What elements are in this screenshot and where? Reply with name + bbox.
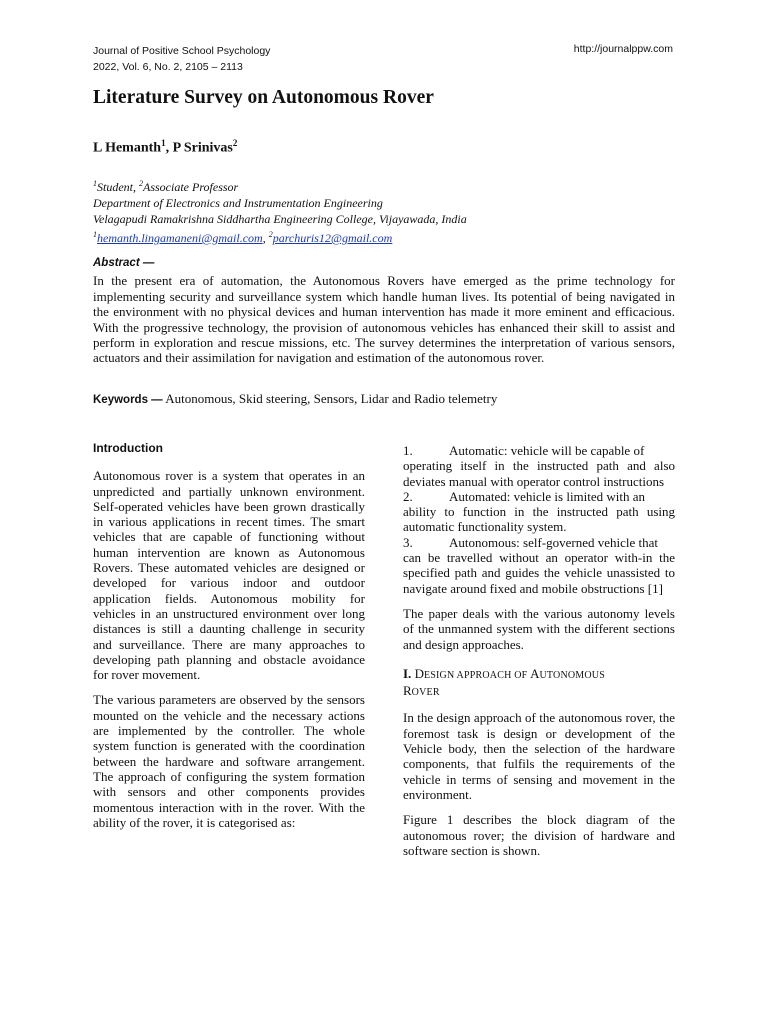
introduction-paragraph-2: The various parameters are observed by the sensors mounted on the vehicle and the necessary actions are implemented by the controller. The whole system function is generated with the coordination between the hardware and software arrangement. The approach of configuring the system formation with sensors and other components provides momentous interaction with in the rover. With the ability of the rover, it is categorised as:: [93, 692, 365, 830]
design-heading-over: OVER: [411, 687, 440, 699]
right-column: [403, 443, 675, 868]
list-item-first-line: Automated: vehicle is limited with an: [449, 488, 646, 504]
role-2: Associate Professor: [143, 180, 239, 194]
author-line: [93, 138, 237, 157]
design-heading-esign: ESIGN APPROACH OF: [423, 669, 531, 681]
author-2-sup: 2: [232, 138, 238, 148]
list-item-number: 2.: [403, 488, 413, 504]
journal-volume: 2022, Vol. 6, No. 2, 2105 – 2113: [93, 61, 243, 73]
role-2-sup: 2: [139, 179, 143, 188]
list-item-first-line: Autonomous: self-governed vehicle that: [449, 534, 659, 550]
department: Department of Electronics and Instrumentation Engineering: [93, 196, 383, 210]
paper-title: Literature Survey on Autonomous Rover: [93, 87, 434, 108]
design-paragraph-2: Figure 1 describes the block diagram of the autonomous rover; the division of hardware and software section is shown.: [403, 812, 675, 858]
list-item: [403, 489, 675, 535]
author-separator: ,: [165, 140, 173, 156]
design-heading-r: R: [403, 683, 412, 699]
author-1: L Hemanth: [93, 140, 162, 156]
design-heading-a: A: [530, 665, 540, 681]
category-list: [403, 443, 675, 596]
design-heading-number: I.: [403, 665, 415, 681]
role-1: Student,: [97, 180, 139, 194]
keywords: [93, 391, 675, 407]
email-2-link[interactable]: parchuris12@gmail.com: [272, 231, 393, 245]
list-item: [403, 443, 675, 489]
list-item: [403, 535, 675, 596]
abstract-text: In the present era of automation, the Autonomous Rovers have emerged as the prime technology for implementing security and surveillance system which handle human lives. Its potential of being navigated in the environment with no physical devices and human intervention has made it more eminent and efficacious. With the progressive technology, the provision of autonomous vehicles has enhanced their skill to assist and perform in exploration and rescue missions, etc. The survey determines the interpretation of various sensors, actuators and their assimilation for navigation and estimation of the autonomous rover.: [93, 273, 675, 366]
keywords-text: Autonomous, Skid steering, Sensors, Lidar and Radio telemetry: [162, 391, 498, 406]
email-1-link[interactable]: hemanth.lingamaneni@gmail.com: [97, 231, 263, 245]
author-2: P Srinivas: [172, 140, 233, 156]
running-header: [93, 43, 270, 75]
design-paragraph-1: In the design approach of the autonomous rover, the foremost task is design or development of the Vehicle body, then the selection of the hardware components, that fulfils the requirements of the vehicle in terms of sensing and movement in the environment.: [403, 710, 675, 802]
left-column: [93, 441, 365, 840]
college: Velagapudi Ramakrishna Siddhartha Engineering College, Vijayawada, India: [93, 212, 467, 226]
list-item-number: 3.: [403, 534, 413, 550]
emails-line: [93, 227, 467, 246]
design-heading-d: D: [414, 665, 424, 681]
email-2-sup: 2: [268, 230, 273, 239]
author-1-sup: 1: [161, 138, 166, 148]
affiliation-block: [93, 176, 467, 246]
journal-url[interactable]: http://journalppw.com: [573, 43, 673, 55]
introduction-heading: Introduction: [93, 441, 163, 455]
journal-name: Journal of Positive School Psychology: [93, 45, 271, 57]
keywords-label: Keywords —: [93, 394, 163, 406]
list-item-continuation: can be travelled without an operator with-in the specified path and guides the vehicle unassisted to navigate around fixed and mobile obstructions [1]: [403, 550, 675, 596]
list-item-first-line: Automatic: vehicle will be capable of: [449, 443, 645, 458]
role-1-sup: 1: [93, 179, 97, 188]
abstract-label: Abstract —: [93, 257, 155, 269]
autonomy-levels-paragraph: The paper deals with the various autonomy levels of the unmanned system with the different sections and design approaches.: [403, 605, 675, 652]
introduction-paragraph-1: Autonomous rover is a system that operates in an unpredicted and partially unknown environment. Self-operated vehicles have been grown drastically in various applications in recent times. The smart vehicles that are capable of functioning without human intervention are known as Autonomous Rovers. These automated vehicles are designed or developed for various indoor and outdoor application fields. Autonomous mobility for vehicles in an unstructured environment over long distances is still a daunting challenge in security and surveillance. There are many approaches to developing path planning and obstacle avoidance for rover movement.: [93, 468, 365, 683]
email-separator: ,: [262, 231, 269, 245]
roles-line: [93, 176, 467, 195]
design-heading-utonomous: UTONOMOUS: [539, 669, 605, 681]
email-1-sup: 1: [93, 230, 97, 239]
list-item-continuation: operating itself in the instructed path and also deviates manual with operator control instructions: [403, 458, 675, 489]
list-item-number: 1.: [403, 443, 413, 458]
list-item-continuation: ability to function in the instructed path using automatic functionality system.: [403, 504, 675, 535]
design-section-heading: [403, 666, 675, 701]
abstract: [93, 256, 675, 366]
